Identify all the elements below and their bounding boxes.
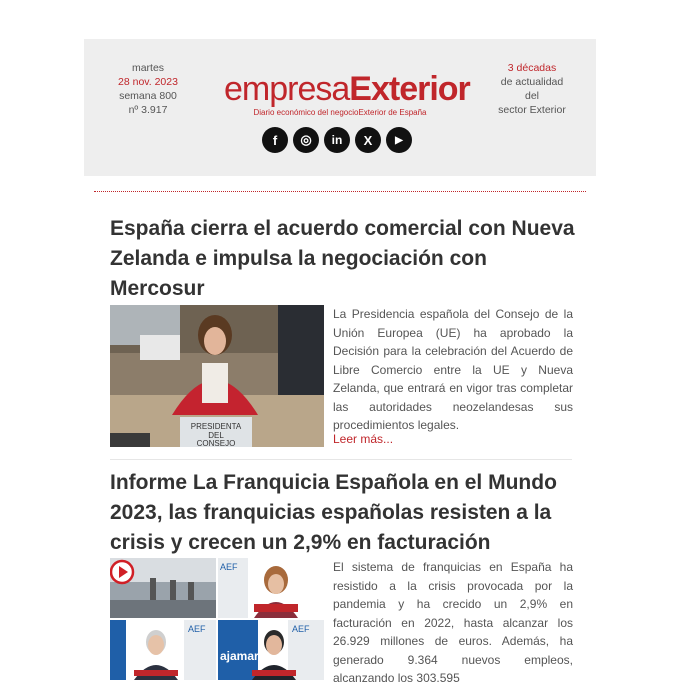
article-separator	[110, 459, 572, 460]
collage-cell-2	[218, 558, 324, 618]
collage-cell-4	[218, 620, 324, 680]
issue-info	[84, 61, 212, 117]
anniversary-line-2: de actualidad	[500, 76, 564, 88]
aef-label-3: AEF	[292, 624, 310, 634]
newsletter-header	[84, 39, 596, 176]
article-2-summary: El sistema de franquicias en España ha resistido a la crisis provocada por la pandemia y ha crecido un 2,9% en facturación en 2022, hasta alcanzar los 26.929 millones de euros. Además, ha generado 9.364 nuevos empleos, alcanzando los 303.595	[333, 560, 573, 685]
logo-part-empresa: empresa	[224, 70, 350, 108]
article-2-video-collage	[110, 558, 324, 680]
x-icon[interactable]: X	[355, 127, 381, 153]
aef-label-2: AEF	[188, 624, 206, 634]
anniversary-line-1: 3 décadas	[507, 62, 557, 74]
aef-label-1: AEF	[220, 562, 238, 572]
issue-number: nº 3.917	[128, 104, 168, 116]
anniversary-info	[468, 61, 596, 117]
article-1-read-more-link[interactable]: Leer más...	[333, 432, 394, 446]
collage-cell-1	[110, 558, 216, 618]
article-1-summary: La Presidencia española del Consejo de la Unión Europea (UE) ha aprobado la Decisión para la celebración del Acuerdo de Libre Comercio entre la UE y Nueva Zelanda, que entrará en vigor tras completar las autoridades neozelandesas sus procedimientos legales.	[333, 307, 573, 432]
issue-day: martes	[131, 62, 165, 74]
anniversary-line-4: sector Exterior	[498, 104, 566, 116]
anniversary-line-3: del	[524, 90, 539, 102]
article-2-title[interactable]: Informe La Franquicia Española en el Mundo 2023, las franquicias españolas resisten a la crisis y crecen un 2,9% en facturación	[110, 471, 557, 554]
header-divider	[94, 191, 586, 192]
article-1-photo	[110, 305, 324, 447]
issue-date: 28 nov. 2023	[118, 76, 178, 88]
youtube-icon[interactable]: ▶	[386, 127, 412, 153]
logo-tagline: Diario económico del negocioExterior de España	[253, 108, 427, 117]
article-1-sign-text: PRESIDENTA	[190, 422, 242, 431]
article-2-image[interactable]	[110, 558, 324, 680]
issue-week: semana 800	[119, 90, 177, 102]
article-1-title[interactable]: España cierra el acuerdo comercial con Nueva Zelanda e impulsa la negociación con Mercosur	[110, 217, 575, 300]
linkedin-icon[interactable]: in	[324, 127, 350, 153]
article-1-image[interactable]	[110, 305, 324, 447]
social-links	[262, 127, 412, 153]
instagram-icon[interactable]: ◎	[293, 127, 319, 153]
logo-part-exterior: Exterior	[349, 70, 470, 108]
svg-text:CONSEJO: CONSEJO	[196, 439, 236, 447]
svg-text:DEL: DEL	[208, 431, 224, 440]
sponsor-brand-label: ajamar	[220, 649, 259, 663]
collage-cell-3	[110, 620, 216, 680]
logo-wordmark	[224, 70, 470, 108]
facebook-icon[interactable]: f	[262, 127, 288, 153]
site-logo[interactable]	[224, 70, 470, 117]
